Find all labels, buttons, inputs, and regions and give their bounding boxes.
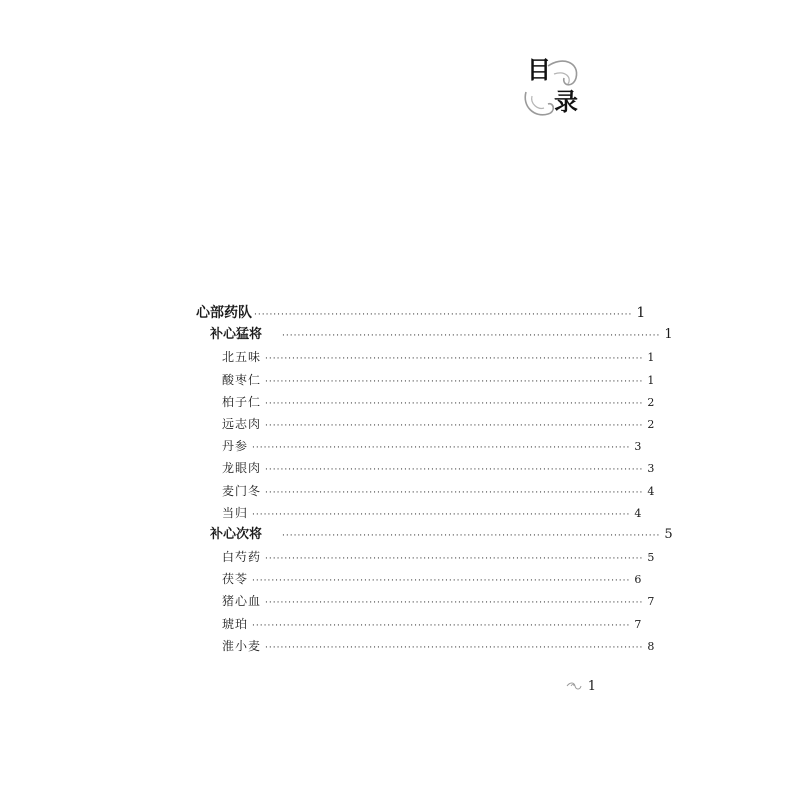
- toc-entry-label: 猪心血: [222, 594, 262, 609]
- dot-leader: ··································································································: [265, 465, 644, 476]
- toc-row-item[interactable]: [196, 457, 655, 479]
- dot-leader: ··································································································: [252, 576, 631, 587]
- dot-leader: ··································································································: [265, 376, 644, 387]
- toc-row-item[interactable]: [196, 369, 655, 391]
- toc-entry-page: 3: [634, 440, 642, 454]
- toc-entry-page: 2: [647, 395, 655, 409]
- toc-entry-page: 4: [647, 484, 655, 498]
- dot-leader: ··································································································: [282, 530, 661, 541]
- toc-entry-label: 心部药队: [196, 305, 252, 321]
- toc-entry-label: 当归: [222, 505, 249, 520]
- toc-entry-page: 8: [647, 639, 655, 653]
- leaf-ornament-icon: [566, 682, 582, 690]
- heading-char-2: 录: [554, 88, 578, 116]
- toc-entry-label: 茯苓: [222, 572, 249, 587]
- toc-entry-page: 2: [647, 417, 655, 431]
- dot-leader: ··································································································: [265, 554, 644, 565]
- toc-entry-label: 淮小麦: [222, 638, 262, 653]
- dot-leader: ··································································································: [252, 509, 631, 520]
- page-number: 1: [587, 678, 596, 694]
- toc-entry-label: 白芍药: [222, 550, 262, 565]
- toc-row-section[interactable]: [196, 524, 673, 546]
- toc-entry-label: 远志肉: [222, 416, 262, 431]
- toc-row-item[interactable]: [196, 590, 655, 612]
- dot-leader: ··································································································: [265, 487, 644, 498]
- dot-leader: ··································································································: [265, 598, 644, 609]
- toc-row-item[interactable]: [196, 568, 642, 590]
- toc-entry-label: 麦门冬: [222, 483, 262, 498]
- toc-entry-label: 丹参: [222, 439, 249, 454]
- toc-row-item[interactable]: [196, 502, 642, 524]
- heading-char-1: 目: [527, 56, 551, 84]
- toc-row-item[interactable]: [196, 391, 655, 413]
- toc-entry-label: 酸枣仁: [222, 372, 262, 387]
- toc-entry-page: 7: [647, 595, 655, 609]
- toc-row-item[interactable]: [196, 613, 642, 635]
- toc-row-item[interactable]: [196, 435, 642, 457]
- dot-leader: ··································································································: [252, 443, 631, 454]
- toc-row-part[interactable]: [196, 302, 646, 324]
- dot-leader: ··································································································: [254, 310, 633, 320]
- toc-row-item[interactable]: [196, 413, 655, 435]
- toc-entry-label: 琥珀: [222, 616, 249, 631]
- dot-leader: ··································································································: [252, 620, 631, 631]
- toc-entry-page: 7: [634, 617, 642, 631]
- dot-leader: ··································································································: [265, 642, 644, 653]
- toc-heading: [518, 52, 588, 124]
- toc-row-item[interactable]: [196, 635, 655, 657]
- toc-entry-label: 补心次将: [210, 526, 263, 542]
- toc-entry-page: 5: [664, 526, 673, 542]
- dot-leader: ··································································································: [265, 354, 644, 365]
- toc-row-item[interactable]: [196, 480, 655, 502]
- toc-entry-page: 1: [636, 305, 646, 321]
- toc-entry-page: 1: [647, 351, 655, 365]
- toc-row-item[interactable]: [196, 546, 655, 568]
- toc-entry-page: 1: [664, 327, 673, 343]
- toc-row-item[interactable]: [196, 346, 655, 368]
- toc-entry-label: 龙眼肉: [222, 461, 262, 476]
- table-of-contents: [196, 302, 673, 657]
- dot-leader: ··································································································: [265, 420, 644, 431]
- toc-entry-label: 柏子仁: [222, 394, 262, 409]
- toc-entry-page: 4: [634, 506, 642, 520]
- toc-entry-label: 补心猛将: [210, 327, 263, 343]
- toc-entry-page: 5: [647, 551, 655, 565]
- toc-entry-page: 1: [647, 373, 655, 387]
- page-folio: [556, 676, 596, 696]
- toc-entry-page: 6: [634, 573, 642, 587]
- toc-entry-page: 3: [647, 462, 655, 476]
- dot-leader: ··································································································: [282, 331, 661, 342]
- dot-leader: ··································································································: [265, 398, 644, 409]
- toc-row-section[interactable]: [196, 324, 673, 346]
- toc-entry-label: 北五味: [222, 350, 262, 365]
